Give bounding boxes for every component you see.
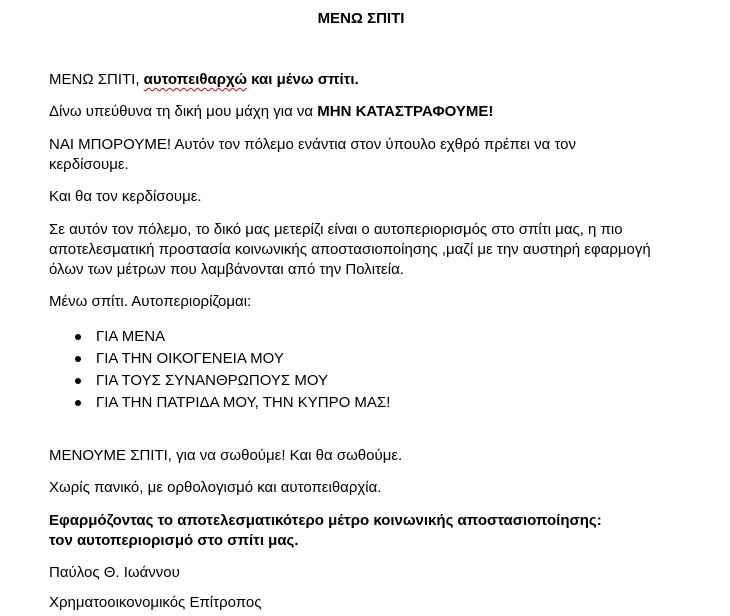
signature-name: Παύλος Θ. Ιωάννου [49, 564, 180, 581]
signature-role: Χρηματοοικονομικός Επίτροπος [49, 594, 262, 611]
paragraph-3: ΝΑΙ ΜΠΟΡΟΥΜΕ! Αυτόν τον πόλεμο ενάντια στον ύπουλο εχθρό πρέπει να τον κερδίσουμε. [49, 136, 577, 173]
paragraph-9 [49, 511, 689, 551]
list-item-text: ΓΙΑ ΤΗΝ ΠΑΤΡΙΔΑ ΜΟΥ, ΤΗΝ ΚΥΠΡΟ ΜΑΣ! [96, 394, 391, 411]
document-title: ΜΕΝΩ ΣΠΙΤΙ [317, 10, 405, 27]
bullet-list [49, 326, 390, 414]
paragraph-9-line-1: Εφαρμόζοντας το αποτελεσματικότερο μέτρο κοινωνικής αποστασιοποίησης: [49, 512, 602, 529]
paragraph-1 [49, 70, 679, 90]
list-item [49, 392, 390, 414]
paragraph-2-text: Δίνω υπεύθυνα τη δική μου μάχη για να [49, 103, 318, 120]
bullet-icon [75, 378, 81, 384]
paragraph-1-start: ΜΕΝΩ ΣΠΙΤΙ, [49, 71, 144, 88]
paragraph-4: Και θα τον κερδίσουμε. [49, 188, 202, 205]
bullet-icon [75, 334, 81, 340]
list-item-text: ΓΙΑ ΤΗΝ ΟΙΚΟΓΕΝΕΙΑ ΜΟΥ [96, 350, 284, 367]
bullet-icon [75, 356, 81, 362]
paragraph-6: Μένω σπίτι. Αυτοπεριορίζομαι: [49, 293, 252, 310]
misspelled-word: αυτοπειθαρχώ [143, 71, 248, 88]
list-item-text: ΓΙΑ ΜΕΝΑ [96, 328, 166, 345]
paragraph-5: Σε αυτόν τον πόλεμο, το δικό μας μετερίζι είναι ο αυτοπεριορισμός στο σπίτι μας, η πιο αποτελεσματική προστασία κοινωνικής αποστασιοποίησης ,μαζί με την αυστηρή εφαρμογή όλων των μέτρων που λαμβάνονται από την Πολιτεία. [49, 221, 651, 278]
paragraph-9-line-2: τον αυτοπεριορισμό στο σπίτι μας. [49, 532, 299, 549]
list-item [49, 370, 390, 392]
paragraph-8: Χωρίς πανικό, με ορθολογισμό και αυτοπειθαρχία. [49, 479, 382, 496]
paragraph-1-bold: και μένω σπίτι. [247, 71, 359, 88]
paragraph-2-bold: ΜΗΝ ΚΑΤΑΣΤΡΑΦΟΥΜΕ! [317, 103, 494, 120]
paragraph-7: ΜΕΝΟΥΜΕ ΣΠΙΤΙ, για να σωθούμε! Και θα σωθούμε. [49, 447, 403, 464]
paragraph-2 [49, 102, 679, 122]
list-item [49, 348, 390, 370]
bullet-icon [75, 400, 81, 406]
list-item-text: ΓΙΑ ΤΟΥΣ ΣΥΝΑΝΘΡΩΠΟΥΣ ΜΟΥ [96, 372, 329, 389]
list-item [49, 326, 390, 348]
